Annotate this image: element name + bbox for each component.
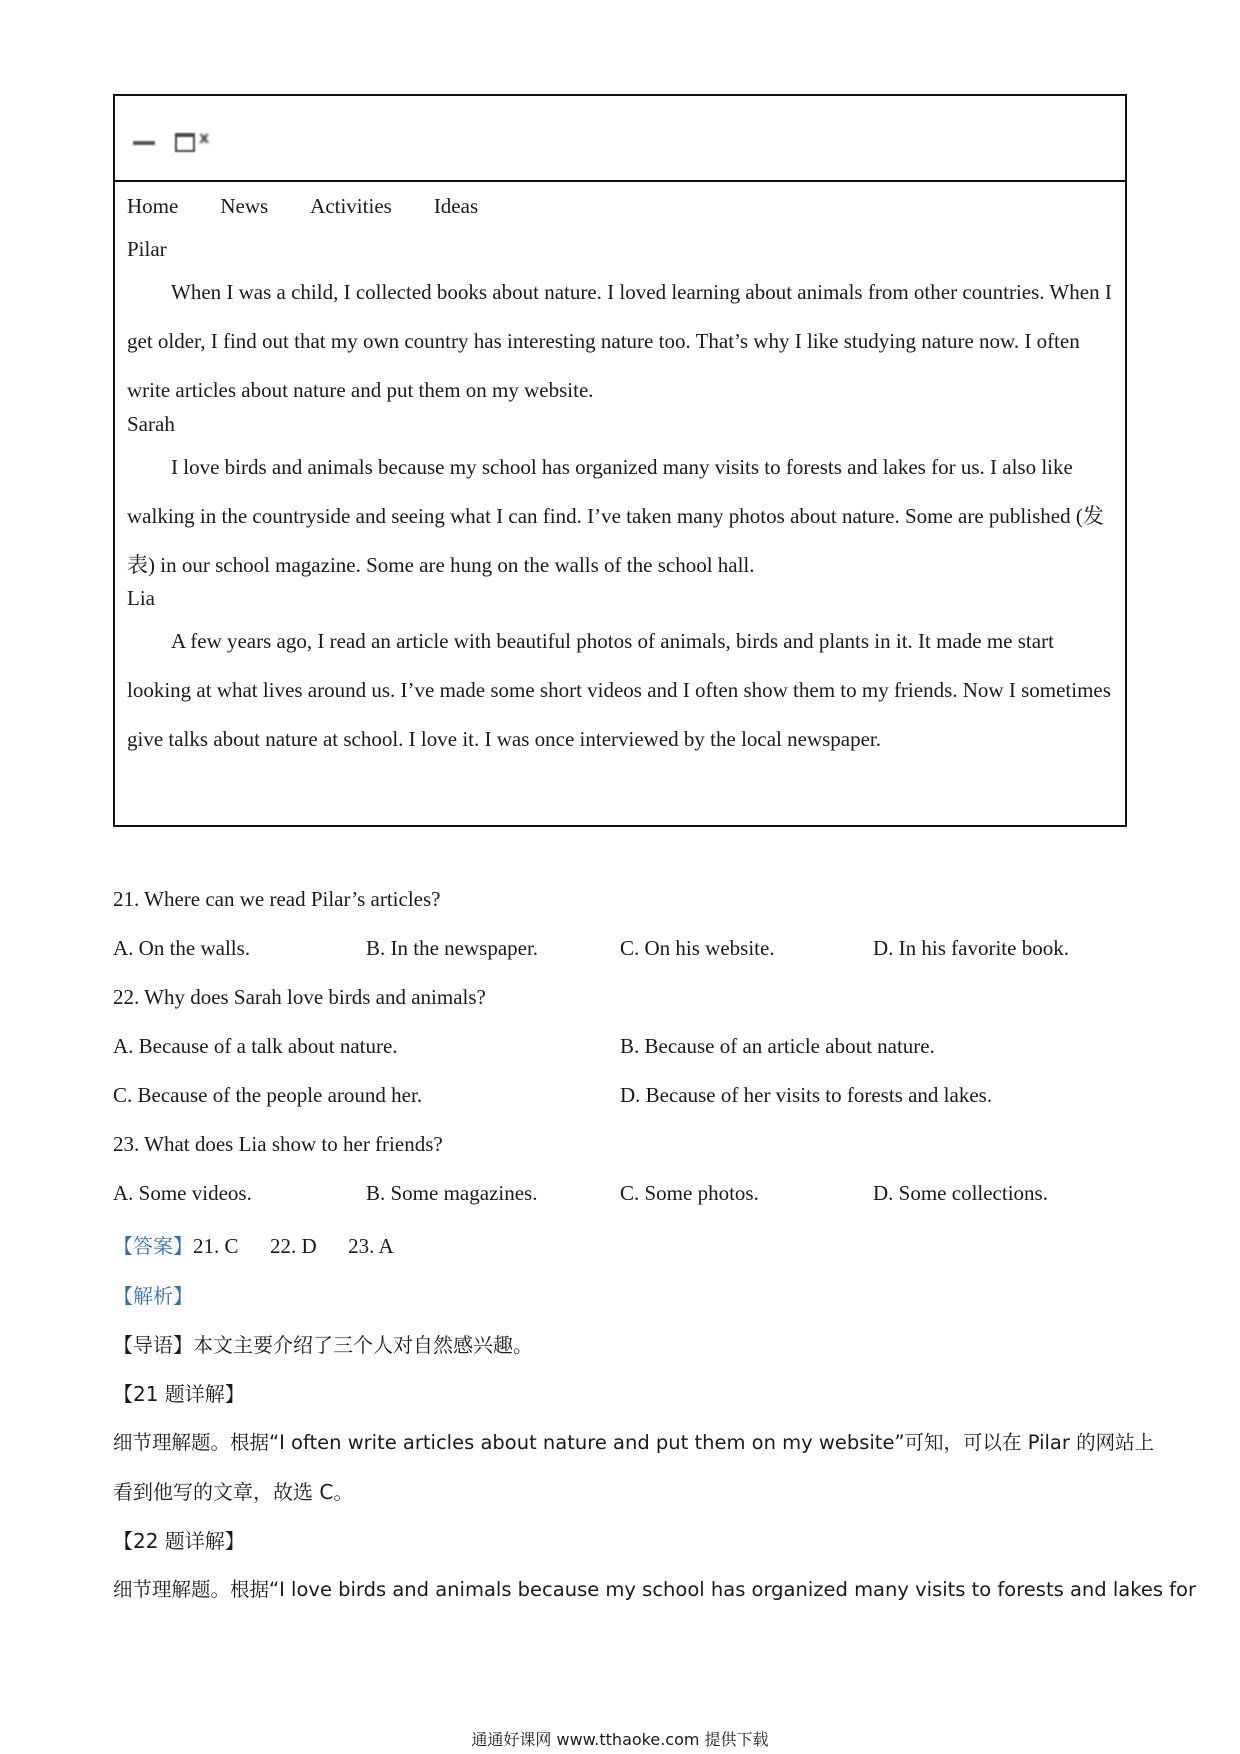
detail-21-line-2: 看到他写的文章，故选 C。	[113, 1480, 354, 1504]
question-21-option-d: D. In his favorite book.	[873, 936, 1069, 960]
person-text-sarah: I love birds and animals because my school has organized many visits to forests and lakes for us. I also like walking in the countryside and seeing what I can find. I’ve taken many photos about nature. Some are published (发表) in our school magazine. Some are hung on the walls of the school hall.	[127, 455, 1104, 577]
nav-ideas[interactable]: Ideas	[433, 194, 479, 218]
webpage-frame	[113, 94, 1127, 827]
question-21-option-a: A. On the walls.	[113, 936, 251, 960]
minimize-icon	[133, 141, 155, 145]
question-23-option-d: D. Some collections.	[873, 1181, 1048, 1205]
answer-line	[113, 1230, 394, 1259]
question-22-option-d: D. Because of her visits to forests and lakes.	[620, 1083, 993, 1107]
answer-values: 21. C 22. D 23. A	[193, 1234, 394, 1258]
analysis-label: 【解析】	[113, 1284, 193, 1308]
analysis-intro: 【导语】本文主要介绍了三个人对自然感兴趣。	[113, 1333, 533, 1357]
detail-22-line-1: 细节理解题。根据“I love birds and animals because my school has organized many visits to forests and lakes for	[113, 1578, 1196, 1601]
person-name-sarah: Sarah	[127, 412, 175, 436]
question-21-stem: 21. Where can we read Pilar’s articles?	[113, 887, 441, 911]
detail-22-title: 【22 题详解】	[113, 1529, 245, 1553]
question-21-option-b: B. In the newspaper.	[366, 936, 539, 960]
answer-label: 【答案】	[113, 1234, 193, 1258]
person-text-lia: A few years ago, I read an article with beautiful photos of animals, birds and plants in it. It made me start looking at what lives around us. I’ve made some short videos and I often show them to my friends. Now I sometimes give talks about nature at school. I love it. I was once interviewed by the local newspaper.	[127, 629, 1111, 751]
close-icon: x	[199, 127, 210, 147]
question-23-option-c: C. Some photos.	[620, 1181, 759, 1205]
nav-bar	[127, 194, 520, 219]
question-23-option-a: A. Some videos.	[113, 1181, 252, 1205]
question-23-option-b: B. Some magazines.	[366, 1181, 538, 1205]
question-22-stem: 22. Why does Sarah love birds and animals?	[113, 985, 486, 1009]
detail-21-line-1: 细节理解题。根据“I often write articles about nature and put them on my website”可知，可以在 Pilar 的网站上	[113, 1431, 1155, 1454]
question-22-option-b: B. Because of an article about nature.	[620, 1034, 935, 1058]
nav-news[interactable]: News	[220, 194, 269, 218]
page-footer: 通通好课网 www.tthaoke.com 提供下载	[471, 1730, 769, 1749]
maximize-icon	[175, 133, 195, 152]
question-22-option-c: C. Because of the people around her.	[113, 1083, 423, 1107]
question-22-option-a: A. Because of a talk about nature.	[113, 1034, 398, 1058]
nav-home[interactable]: Home	[127, 194, 179, 218]
window-controls	[133, 124, 209, 154]
question-23-stem: 23. What does Lia show to her friends?	[113, 1132, 443, 1156]
person-text-pilar: When I was a child, I collected books about nature. I loved learning about animals from other countries. When I get older, I find out that my own country has interesting nature too. That’s why I like studying nature now. I often write articles about nature and put them on my website.	[127, 280, 1112, 402]
person-name-lia: Lia	[127, 586, 155, 610]
person-name-pilar: Pilar	[127, 237, 167, 261]
question-21-option-c: C. On his website.	[620, 936, 775, 960]
nav-activities[interactable]: Activities	[310, 194, 392, 218]
detail-21-title: 【21 题详解】	[113, 1382, 245, 1406]
window-titlebar	[115, 96, 1125, 182]
